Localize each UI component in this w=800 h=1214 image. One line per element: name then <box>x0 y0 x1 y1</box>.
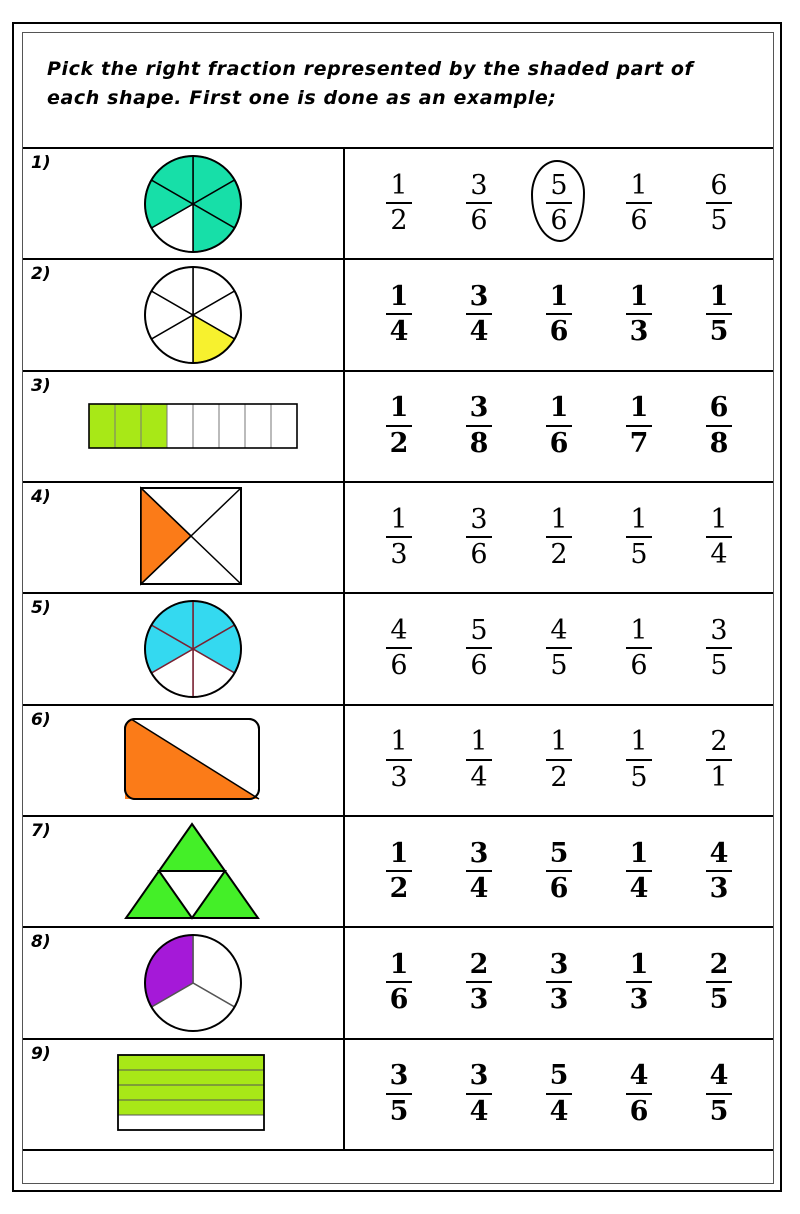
option-fraction[interactable] <box>460 170 498 238</box>
fraction-denominator: 8 <box>709 427 729 459</box>
fraction-numerator: 2 <box>709 949 729 981</box>
fraction-numerator: 3 <box>469 1060 489 1092</box>
fraction-bar <box>626 759 652 761</box>
question-number: 2) <box>31 264 51 285</box>
fraction-numerator: 2 <box>469 949 489 981</box>
fraction-numerator: 5 <box>549 1060 569 1092</box>
question-number: 8) <box>31 932 51 953</box>
fraction-numerator: 1 <box>390 726 408 758</box>
option-fraction[interactable] <box>540 949 578 1017</box>
fraction-denominator: 5 <box>389 1095 409 1127</box>
fraction-denominator: 2 <box>389 427 409 459</box>
shape-cell <box>23 928 345 1037</box>
option-fraction[interactable] <box>380 170 418 238</box>
fraction-bar <box>546 536 572 538</box>
fraction-denominator: 6 <box>470 205 488 237</box>
option-fraction[interactable] <box>700 170 738 238</box>
fraction-denominator: 4 <box>470 761 488 793</box>
option-fraction[interactable] <box>540 838 578 906</box>
options-cell <box>345 594 773 703</box>
options-cell <box>345 260 773 369</box>
fraction-bar <box>706 202 732 204</box>
fraction-numerator: 1 <box>470 726 488 758</box>
fraction-denominator: 8 <box>469 427 489 459</box>
fraction-numerator: 3 <box>469 837 489 869</box>
option-fraction[interactable] <box>380 949 418 1017</box>
fraction-denominator: 4 <box>469 316 489 348</box>
fraction-denominator: 6 <box>549 427 569 459</box>
fraction-numerator: 1 <box>390 169 408 201</box>
option-fraction[interactable] <box>540 392 578 460</box>
option-fraction[interactable] <box>620 1060 658 1128</box>
fraction-numerator: 2 <box>710 726 728 758</box>
option-fraction[interactable] <box>620 392 658 460</box>
fraction-denominator: 6 <box>390 650 408 682</box>
fraction-numerator: 1 <box>630 615 648 647</box>
fraction-denominator: 5 <box>630 539 648 571</box>
shape-cell <box>23 260 345 369</box>
fraction-bar <box>626 202 652 204</box>
fraction-numerator: 1 <box>549 281 569 313</box>
option-fraction[interactable] <box>380 392 418 460</box>
fraction-denominator: 1 <box>710 761 728 793</box>
option-fraction[interactable] <box>620 838 658 906</box>
option-fraction[interactable] <box>380 1060 418 1128</box>
fraction-numerator: 1 <box>630 726 648 758</box>
option-fraction[interactable] <box>460 281 498 349</box>
question-number: 5) <box>31 598 51 619</box>
option-fraction[interactable] <box>700 504 738 572</box>
question-number: 4) <box>31 486 51 507</box>
fraction-numerator: 1 <box>630 169 648 201</box>
fraction-numerator: 4 <box>629 1060 649 1092</box>
table-row <box>23 372 773 483</box>
table-row <box>23 928 773 1039</box>
fraction-bar <box>706 759 732 761</box>
option-fraction[interactable] <box>460 949 498 1017</box>
fraction-denominator: 3 <box>709 873 729 905</box>
fraction-denominator: 2 <box>389 873 409 905</box>
option-fraction[interactable] <box>620 170 658 238</box>
option-fraction[interactable] <box>700 1060 738 1128</box>
fraction-denominator: 3 <box>390 761 408 793</box>
fraction-bar <box>386 1093 412 1095</box>
fraction-denominator: 6 <box>389 984 409 1016</box>
bar-5ths-horizontal-4-shaded-shape <box>113 1049 273 1139</box>
shape-cell <box>23 149 345 258</box>
question-number: 9) <box>31 1043 51 1064</box>
circle-6ths-1-shaded-shape <box>141 263 245 367</box>
option-fraction[interactable] <box>380 838 418 906</box>
fraction-bar <box>386 425 412 427</box>
fraction-bar <box>466 313 492 315</box>
shape-cell <box>23 1040 345 1149</box>
fraction-bar <box>386 981 412 983</box>
fraction-bar <box>386 647 412 649</box>
fraction-denominator: 5 <box>709 984 729 1016</box>
question-number: 1) <box>31 153 51 173</box>
fraction-bar <box>626 425 652 427</box>
fraction-denominator: 2 <box>550 539 568 571</box>
fraction-bar <box>706 425 732 427</box>
worksheet-sheet <box>22 32 774 1184</box>
fraction-bar <box>546 870 572 872</box>
fraction-bar <box>466 202 492 204</box>
option-fraction[interactable] <box>700 949 738 1017</box>
fraction-bar <box>466 647 492 649</box>
fraction-numerator: 6 <box>709 392 729 424</box>
table-row <box>23 483 773 594</box>
fraction-denominator: 5 <box>709 1095 729 1127</box>
fraction-bar <box>626 870 652 872</box>
fraction-bar <box>466 870 492 872</box>
fraction-bar <box>706 536 732 538</box>
fraction-bar <box>466 1093 492 1095</box>
option-fraction[interactable] <box>620 615 658 683</box>
fraction-denominator: 3 <box>549 984 569 1016</box>
fraction-numerator: 1 <box>550 726 568 758</box>
fraction-bar <box>706 313 732 315</box>
fraction-numerator: 3 <box>469 281 489 313</box>
fraction-numerator: 1 <box>389 949 409 981</box>
fraction-denominator: 2 <box>390 205 408 237</box>
question-number: 3) <box>31 375 51 396</box>
fraction-bar <box>466 981 492 983</box>
fraction-bar <box>546 759 572 761</box>
options-cell <box>345 1040 773 1149</box>
fraction-denominator: 5 <box>630 761 648 793</box>
triangle-4-parts-3-shaded-shape <box>121 819 265 925</box>
fraction-bar <box>706 870 732 872</box>
fraction-bar <box>386 202 412 204</box>
option-fraction[interactable] <box>460 615 498 683</box>
fraction-denominator: 3 <box>469 984 489 1016</box>
fraction-denominator: 4 <box>469 873 489 905</box>
option-fraction[interactable] <box>460 838 498 906</box>
fraction-bar <box>546 313 572 315</box>
table-row <box>23 817 773 928</box>
fraction-numerator: 1 <box>389 281 409 313</box>
shape-cell <box>23 594 345 703</box>
fraction-numerator: 5 <box>550 169 568 201</box>
fraction-denominator: 5 <box>550 650 568 682</box>
option-fraction[interactable] <box>540 726 578 794</box>
fraction-denominator: 3 <box>629 984 649 1016</box>
option-fraction-selected[interactable] <box>540 170 578 238</box>
option-fraction[interactable] <box>620 949 658 1017</box>
fraction-numerator: 1 <box>390 503 408 535</box>
option-fraction[interactable] <box>460 726 498 794</box>
fraction-numerator: 4 <box>550 615 568 647</box>
option-fraction[interactable] <box>460 1060 498 1128</box>
fraction-denominator: 6 <box>470 650 488 682</box>
option-fraction[interactable] <box>540 504 578 572</box>
footer-strip <box>23 1149 773 1183</box>
fraction-bar <box>706 981 732 983</box>
table-row <box>23 1040 773 1149</box>
fraction-denominator: 4 <box>469 1095 489 1127</box>
fraction-bar <box>546 981 572 983</box>
fraction-denominator: 6 <box>630 205 648 237</box>
options-cell <box>345 149 773 258</box>
circle-3rds-1-shaded-shape <box>141 931 245 1035</box>
option-fraction[interactable] <box>380 615 418 683</box>
fraction-denominator: 5 <box>710 650 728 682</box>
options-cell <box>345 817 773 926</box>
fraction-numerator: 3 <box>710 615 728 647</box>
option-fraction[interactable] <box>380 281 418 349</box>
option-fraction[interactable] <box>620 726 658 794</box>
fraction-numerator: 1 <box>389 837 409 869</box>
fraction-numerator: 1 <box>549 392 569 424</box>
fraction-bar <box>626 981 652 983</box>
question-number: 7) <box>31 820 51 841</box>
option-fraction[interactable] <box>460 504 498 572</box>
fraction-denominator: 2 <box>550 761 568 793</box>
fraction-bar <box>706 1093 732 1095</box>
fraction-bar <box>626 313 652 315</box>
fraction-numerator: 4 <box>390 615 408 647</box>
fraction-bar <box>386 870 412 872</box>
options-cell <box>345 928 773 1037</box>
fraction-denominator: 3 <box>629 316 649 348</box>
fraction-numerator: 1 <box>630 503 648 535</box>
option-fraction[interactable] <box>460 392 498 460</box>
shape-cell <box>23 817 345 926</box>
fraction-bar <box>626 1093 652 1095</box>
fraction-numerator: 1 <box>550 503 568 535</box>
fraction-numerator: 3 <box>470 169 488 201</box>
fraction-bar <box>626 536 652 538</box>
option-fraction[interactable] <box>540 281 578 349</box>
fraction-bar <box>546 425 572 427</box>
option-fraction[interactable] <box>620 504 658 572</box>
option-fraction[interactable] <box>700 615 738 683</box>
fraction-numerator: 1 <box>629 281 649 313</box>
table-row <box>23 706 773 817</box>
fraction-denominator: 6 <box>549 316 569 348</box>
table-row <box>23 594 773 705</box>
fraction-denominator: 5 <box>710 205 728 237</box>
fraction-denominator: 4 <box>629 873 649 905</box>
fraction-numerator: 3 <box>549 949 569 981</box>
fraction-numerator: 1 <box>629 392 649 424</box>
fraction-denominator: 4 <box>389 316 409 348</box>
option-fraction[interactable] <box>700 392 738 460</box>
fraction-numerator: 1 <box>629 837 649 869</box>
fraction-denominator: 7 <box>629 427 649 459</box>
option-fraction[interactable] <box>540 1060 578 1128</box>
square-4-triangles-1-shaded-shape <box>135 483 251 593</box>
options-cell <box>345 372 773 481</box>
circle-6ths-5-shaded-shape <box>141 152 245 256</box>
option-fraction[interactable] <box>700 281 738 349</box>
fraction-denominator: 4 <box>549 1095 569 1127</box>
option-fraction[interactable] <box>540 615 578 683</box>
fraction-numerator: 1 <box>389 392 409 424</box>
fraction-bar <box>626 647 652 649</box>
fraction-numerator: 1 <box>629 949 649 981</box>
question-number: 6) <box>31 709 51 730</box>
fraction-bar <box>466 536 492 538</box>
fraction-denominator: 3 <box>390 539 408 571</box>
fraction-bar <box>546 202 572 204</box>
fraction-denominator: 6 <box>630 650 648 682</box>
rounded-square-half-shaded-shape <box>119 714 267 806</box>
instructions-text: Pick the right fraction represented by the shaded part of each shape. First one is done as an example; <box>23 33 773 149</box>
fraction-bar <box>466 425 492 427</box>
fraction-numerator: 5 <box>470 615 488 647</box>
fraction-denominator: 6 <box>550 205 568 237</box>
fraction-numerator: 4 <box>709 837 729 869</box>
option-fraction[interactable] <box>380 726 418 794</box>
fraction-numerator: 3 <box>469 392 489 424</box>
fraction-denominator: 6 <box>629 1095 649 1127</box>
question-rows <box>23 149 773 1149</box>
fraction-numerator: 6 <box>710 169 728 201</box>
fraction-bar <box>706 647 732 649</box>
fraction-bar <box>546 647 572 649</box>
shape-cell <box>23 372 345 481</box>
fraction-denominator: 6 <box>470 539 488 571</box>
fraction-numerator: 3 <box>470 503 488 535</box>
fraction-bar <box>386 313 412 315</box>
fraction-bar <box>546 1093 572 1095</box>
circle-6ths-4-shaded-shape <box>141 597 245 701</box>
fraction-bar <box>386 759 412 761</box>
option-fraction[interactable] <box>380 504 418 572</box>
fraction-bar <box>386 536 412 538</box>
option-fraction[interactable] <box>700 838 738 906</box>
bar-8ths-3-shaded-shape <box>85 396 301 456</box>
fraction-bar <box>466 759 492 761</box>
shape-cell <box>23 483 345 592</box>
options-cell <box>345 706 773 815</box>
fraction-numerator: 1 <box>709 281 729 313</box>
fraction-denominator: 5 <box>709 316 729 348</box>
fraction-denominator: 6 <box>549 873 569 905</box>
fraction-numerator: 1 <box>710 503 728 535</box>
worksheet-page <box>12 22 782 1192</box>
fraction-denominator: 4 <box>710 539 728 571</box>
shape-cell <box>23 706 345 815</box>
table-row <box>23 149 773 260</box>
option-fraction[interactable] <box>620 281 658 349</box>
fraction-numerator: 5 <box>549 837 569 869</box>
fraction-numerator: 4 <box>709 1060 729 1092</box>
option-fraction[interactable] <box>700 726 738 794</box>
options-cell <box>345 483 773 592</box>
fraction-numerator: 3 <box>389 1060 409 1092</box>
table-row <box>23 260 773 371</box>
